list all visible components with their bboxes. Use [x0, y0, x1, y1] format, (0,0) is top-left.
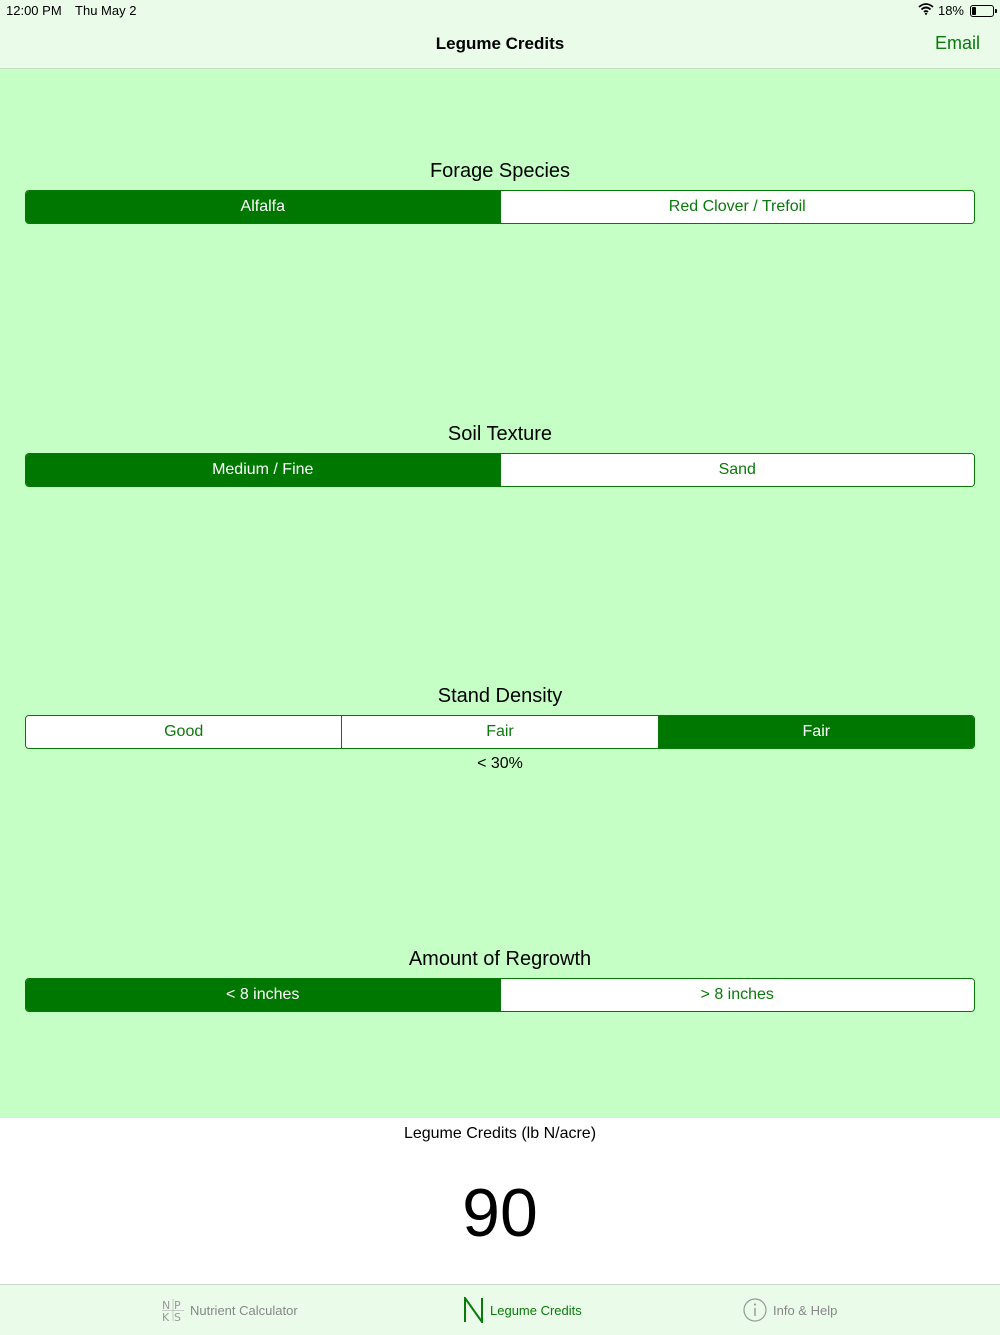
- tab-bar: [0, 1284, 1000, 1335]
- tab-label: Legume Credits: [490, 1302, 582, 1318]
- status-bar: [0, 0, 1000, 20]
- regrowth-title: Amount of Regrowth: [408, 948, 592, 970]
- result-label: Legume Credits (lb N/acre): [403, 1125, 597, 1142]
- density-fair-option[interactable]: Fair: [341, 716, 657, 748]
- tab-info-help[interactable]: [743, 1285, 837, 1335]
- regrowth-under-8-option[interactable]: < 8 inches: [26, 979, 500, 1011]
- soil-medium-fine-option[interactable]: Medium / Fine: [26, 454, 500, 486]
- stand-density-control: [25, 715, 975, 749]
- density-poor-option[interactable]: Fair: [658, 716, 974, 748]
- regrowth-control: [25, 978, 975, 1012]
- page-title: Legume Credits: [435, 34, 565, 53]
- svg-text:S: S: [174, 1311, 181, 1322]
- wifi-icon: [918, 3, 934, 18]
- info-icon: [743, 1298, 767, 1322]
- tab-label: Nutrient Calculator: [190, 1302, 298, 1318]
- soil-texture-title: Soil Texture: [447, 423, 553, 445]
- navigation-bar: [0, 20, 1000, 69]
- soil-sand-option[interactable]: Sand: [500, 454, 975, 486]
- forage-species-control: [25, 190, 975, 224]
- email-button[interactable]: Email: [934, 33, 980, 53]
- svg-text:P: P: [174, 1299, 181, 1312]
- status-date: Thu May 2: [75, 3, 137, 18]
- battery-percent: 18%: [937, 3, 964, 18]
- soil-texture-control: [25, 453, 975, 487]
- regrowth-over-8-option[interactable]: > 8 inches: [500, 979, 975, 1011]
- stand-density-sub-label: < 30%: [477, 755, 523, 772]
- svg-text:K: K: [162, 1311, 170, 1322]
- forage-alfalfa-option[interactable]: Alfalfa: [26, 191, 500, 223]
- tab-nutrient-calculator[interactable]: [162, 1285, 298, 1335]
- stand-density-title: Stand Density: [437, 685, 563, 707]
- result-panel: [0, 1118, 1000, 1284]
- forage-red-clover-option[interactable]: Red Clover / Trefoil: [500, 191, 975, 223]
- status-time: 12:00 PM: [6, 3, 62, 18]
- svg-text:N: N: [162, 1299, 171, 1312]
- n-icon: [463, 1297, 484, 1323]
- result-value: 90: [462, 1175, 538, 1251]
- battery-icon: [970, 5, 994, 17]
- density-good-option[interactable]: Good: [26, 716, 341, 748]
- tab-label: Info & Help: [773, 1302, 838, 1318]
- forage-species-title: Forage Species: [429, 160, 571, 182]
- npks-icon: [162, 1298, 184, 1322]
- tab-legume-credits[interactable]: [463, 1285, 582, 1335]
